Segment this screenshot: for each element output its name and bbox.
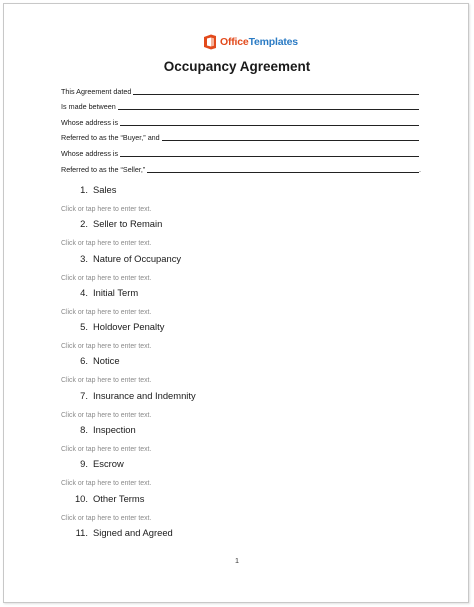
section-title: Insurance and Indemnity — [93, 389, 196, 401]
section-title: Initial Term — [93, 286, 139, 298]
section-title: Escrow — [93, 458, 124, 470]
section-item — [61, 321, 421, 355]
section-item — [61, 287, 421, 321]
section-item — [61, 493, 421, 527]
content-control-placeholder[interactable]: Click or tap here to enter text. — [61, 206, 152, 213]
section-title: Notice — [93, 355, 120, 367]
section-number: 1. — [80, 184, 88, 195]
content-control-placeholder[interactable]: Click or tap here to enter text. — [61, 308, 152, 316]
section-number: 6. — [80, 355, 88, 367]
section-heading — [61, 458, 124, 469]
section-item — [61, 458, 421, 492]
field-label: Whose address is — [61, 148, 119, 158]
section-number: 7. — [80, 389, 88, 401]
brand-name — [220, 34, 298, 50]
field-row — [61, 142, 421, 158]
section-title: Holdover Penalty — [93, 321, 165, 333]
section-title: Inspection — [93, 424, 136, 436]
section-heading — [61, 253, 181, 264]
section-item — [61, 390, 421, 424]
section-item — [61, 218, 421, 252]
section-heading — [61, 355, 120, 366]
agreement-sections — [61, 184, 421, 561]
field-label: Referred to as the “Seller,” — [61, 164, 146, 174]
section-heading — [61, 493, 144, 504]
section-item — [61, 355, 421, 389]
section-title: Seller to Remain — [93, 218, 163, 230]
field-row — [61, 127, 421, 143]
section-item — [61, 424, 421, 458]
page-number: 1 — [235, 556, 239, 565]
content-control-placeholder[interactable]: Click or tap here to enter text. — [61, 343, 152, 351]
field-blank-line[interactable] — [133, 85, 419, 95]
section-number: 8. — [80, 424, 88, 436]
section-heading — [61, 390, 196, 401]
brand-word-office: Office — [220, 36, 249, 48]
field-blank-line[interactable] — [120, 147, 419, 157]
section-number: 11. — [75, 526, 88, 538]
section-heading — [61, 218, 162, 229]
field-blank-line[interactable] — [118, 100, 419, 110]
section-title: Nature of Occupancy — [93, 252, 182, 264]
field-row — [61, 111, 421, 127]
page-title: Occupancy Agreement — [163, 59, 311, 74]
section-item — [61, 184, 421, 218]
section-number: 5. — [80, 321, 88, 333]
section-number: 10. — [74, 492, 88, 504]
field-label: Is made between — [61, 102, 116, 112]
section-heading — [61, 527, 173, 538]
content-control-placeholder[interactable]: Click or tap here to enter text. — [61, 377, 152, 385]
section-number: 9. — [80, 458, 88, 470]
field-label: Whose address is — [61, 117, 119, 127]
content-control-placeholder[interactable]: Click or tap here to enter text. — [61, 411, 152, 419]
content-control-placeholder[interactable]: Click or tap here to enter text. — [61, 240, 152, 248]
section-heading — [61, 287, 138, 298]
field-blank-line[interactable] — [147, 163, 419, 173]
section-item — [61, 253, 421, 287]
section-number: 2. — [80, 218, 88, 230]
section-title: Sales — [93, 184, 117, 195]
field-label: Referred to as the “Buyer,” and — [61, 133, 160, 143]
section-number: 4. — [80, 286, 88, 298]
field-row — [61, 80, 421, 96]
field-label: This Agreement dated — [61, 86, 132, 96]
field-row — [61, 96, 421, 112]
section-number: 3. — [80, 252, 88, 264]
field-blank-line[interactable] — [162, 131, 419, 141]
content-control-placeholder[interactable]: Click or tap here to enter text. — [61, 480, 152, 488]
content-control-placeholder[interactable]: Click or tap here to enter text. — [61, 274, 152, 282]
section-heading — [61, 424, 136, 435]
section-title: Signed and Agreed — [93, 526, 173, 538]
content-control-placeholder[interactable]: Click or tap here to enter text. — [61, 446, 152, 454]
content-control-placeholder[interactable]: Click or tap here to enter text. — [61, 514, 152, 522]
brand-logo — [203, 33, 298, 51]
field-terminator: . — [419, 164, 421, 174]
agreement-fields — [61, 80, 421, 174]
field-blank-line[interactable] — [120, 116, 419, 126]
section-title: Other Terms — [93, 492, 145, 504]
section-heading — [61, 184, 116, 195]
section-heading — [61, 321, 164, 332]
field-row — [61, 158, 421, 174]
office-logo-icon — [203, 34, 217, 50]
brand-word-templates: Templates — [248, 36, 298, 48]
